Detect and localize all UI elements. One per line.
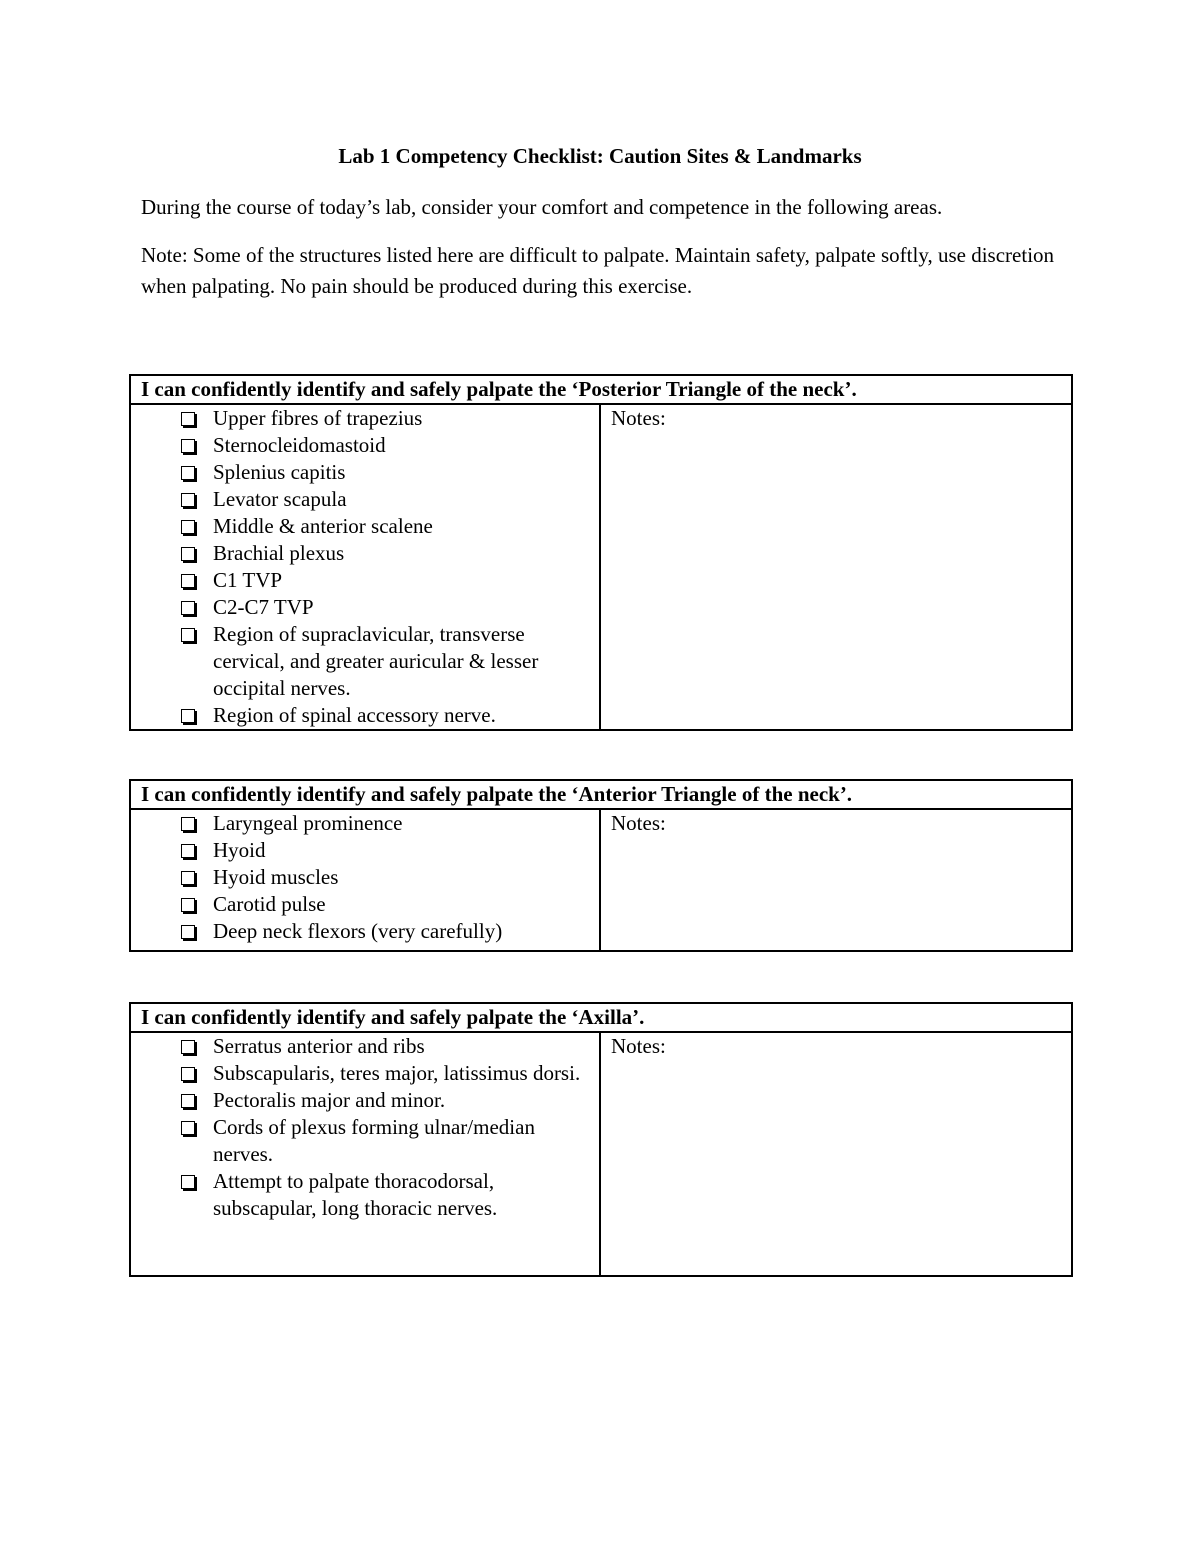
intro-paragraph: During the course of today’s lab, consider your comfort and competence in the following areas. bbox=[141, 195, 943, 219]
checklist-item-label: C1 TVP bbox=[213, 568, 283, 592]
checklist-cell bbox=[130, 1032, 600, 1276]
notes-cell[interactable] bbox=[600, 809, 1072, 951]
checklist-item bbox=[131, 459, 595, 486]
checklist-item-label: Carotid pulse bbox=[213, 892, 326, 916]
checkbox[interactable] bbox=[181, 1040, 195, 1054]
checkbox[interactable] bbox=[181, 817, 195, 831]
checklist-item bbox=[131, 513, 595, 540]
checklist-item bbox=[131, 837, 595, 864]
checklist-item bbox=[131, 918, 595, 945]
checkbox[interactable] bbox=[181, 871, 195, 885]
checklist-item bbox=[131, 540, 595, 567]
checklist-item-label: Splenius capitis bbox=[213, 460, 346, 484]
checklist-item bbox=[131, 621, 595, 702]
checklist-item-label: Region of supraclavicular, transverse cervical, and greater auricular & lesser occipital nerves. bbox=[213, 622, 539, 700]
checklist-item bbox=[131, 486, 595, 513]
checklist-table-anterior-triangle bbox=[129, 779, 1073, 952]
checkbox[interactable] bbox=[181, 1121, 195, 1135]
checklist-item bbox=[131, 810, 595, 837]
notes-cell[interactable] bbox=[600, 404, 1072, 730]
section-heading: I can confidently identify and safely palpate the ‘Axilla’. bbox=[130, 1003, 1072, 1032]
checklist-table-posterior-triangle bbox=[129, 374, 1073, 731]
checklist-item-label: Laryngeal prominence bbox=[213, 811, 403, 835]
page-title: Lab 1 Competency Checklist: Caution Sites & Landmarks bbox=[338, 144, 862, 168]
checklist-item-label: Brachial plexus bbox=[213, 541, 345, 565]
checklist-item-label: Levator scapula bbox=[213, 487, 347, 511]
notes-label: Notes: bbox=[611, 406, 666, 430]
checkbox[interactable] bbox=[181, 412, 195, 426]
checkbox[interactable] bbox=[181, 844, 195, 858]
notes-label: Notes: bbox=[611, 1034, 666, 1058]
checklist-item bbox=[131, 1168, 595, 1222]
checklist-item-label: Hyoid muscles bbox=[213, 865, 339, 889]
notes-label: Notes: bbox=[611, 811, 666, 835]
checkbox[interactable] bbox=[181, 601, 195, 615]
checkbox[interactable] bbox=[181, 628, 195, 642]
checklist-item-label: Cords of plexus forming ulnar/median nerves. bbox=[213, 1115, 535, 1166]
checklist-item-label: Pectoralis major and minor. bbox=[213, 1088, 446, 1112]
checkbox[interactable] bbox=[181, 520, 195, 534]
notes-cell[interactable] bbox=[600, 1032, 1072, 1276]
checklist-item bbox=[131, 1033, 595, 1060]
section-heading: I can confidently identify and safely palpate the ‘Posterior Triangle of the neck’. bbox=[130, 375, 1072, 404]
checklist-item bbox=[131, 702, 595, 729]
checklist-item-label: Subscapularis, teres major, latissimus dorsi. bbox=[213, 1061, 581, 1085]
checklist-item-label: Sternocleidomastoid bbox=[213, 433, 386, 457]
checklist-item bbox=[131, 1114, 595, 1168]
checklist-item-label: C2-C7 TVP bbox=[213, 595, 314, 619]
checklist-item-label: Attempt to palpate thoracodorsal, subscapular, long thoracic nerves. bbox=[213, 1169, 498, 1220]
checklist-item-label: Hyoid bbox=[213, 838, 266, 862]
checklist-item bbox=[131, 432, 595, 459]
checkbox[interactable] bbox=[181, 898, 195, 912]
checklist-item bbox=[131, 1087, 595, 1114]
checkbox[interactable] bbox=[181, 493, 195, 507]
checklist-cell bbox=[130, 809, 600, 951]
checklist-table-axilla bbox=[129, 1002, 1073, 1277]
checklist-item bbox=[131, 594, 595, 621]
checklist-item bbox=[131, 864, 595, 891]
checkbox[interactable] bbox=[181, 547, 195, 561]
checkbox[interactable] bbox=[181, 1175, 195, 1189]
checklist-item-label: Serratus anterior and ribs bbox=[213, 1034, 425, 1058]
checkbox[interactable] bbox=[181, 709, 195, 723]
checkbox[interactable] bbox=[181, 1067, 195, 1081]
section-heading: I can confidently identify and safely palpate the ‘Anterior Triangle of the neck’. bbox=[130, 780, 1072, 809]
checklist-item-label: Region of spinal accessory nerve. bbox=[213, 703, 496, 727]
checklist-item-label: Upper fibres of trapezius bbox=[213, 406, 423, 430]
checkbox[interactable] bbox=[181, 466, 195, 480]
checkbox[interactable] bbox=[181, 1094, 195, 1108]
checklist-item-label: Middle & anterior scalene bbox=[213, 514, 433, 538]
checkbox[interactable] bbox=[181, 574, 195, 588]
checklist-item bbox=[131, 891, 595, 918]
checkbox[interactable] bbox=[181, 925, 195, 939]
checklist-cell bbox=[130, 404, 600, 730]
note-paragraph: Note: Some of the structures listed here are difficult to palpate. Maintain safety, palpate softly, use discretion when palpating. No pain should be produced during this exercise. bbox=[141, 243, 1055, 298]
checklist-item-label: Deep neck flexors (very carefully) bbox=[213, 919, 503, 943]
checklist-item bbox=[131, 567, 595, 594]
checkbox[interactable] bbox=[181, 439, 195, 453]
checklist-item bbox=[131, 1060, 595, 1087]
checklist-item bbox=[131, 405, 595, 432]
